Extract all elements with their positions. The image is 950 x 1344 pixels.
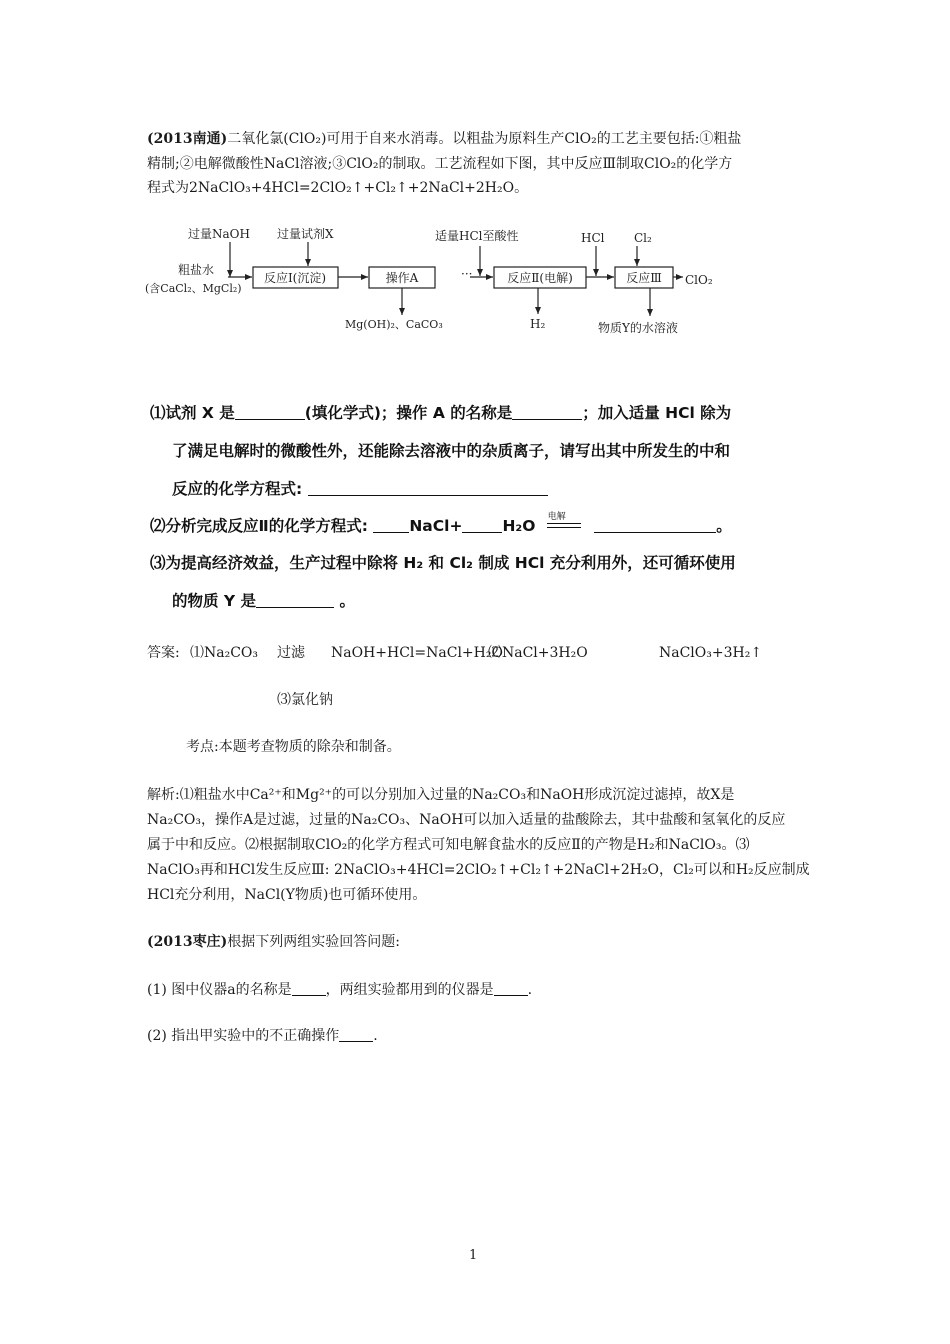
blank-neutralization-equation [308,480,548,496]
label-dots: ··· [461,267,473,281]
box-operation-a-label: 操作A [385,271,419,285]
answer-5: NaClO₃+3H₂↑ [659,645,763,661]
kaodian: 考点:本题考查物质的除杂和制备。 [186,739,401,755]
answer-label: 答案: [147,645,180,661]
label-precipitate: Mg(OH)₂、CaCO₃ [345,318,443,331]
question-1-line-1: ⑴试剂 X 是 (填化学式)；操作 A 的名称是 ；加入适量 HCl 除为 [150,404,732,422]
label-clo2: ClO₂ [685,273,713,287]
analysis-line-3: 属于中和反应。⑵根据制取ClO₂的化学方程式可知电解食盐水的反应Ⅱ的产物是H₂和NaClO₃。⑶ [147,837,750,853]
label-cl2: Cl₂ [634,231,652,245]
answer-4: ⑵NaCl+3H₂O [488,645,588,661]
answer-6: ⑶氯化钠 [277,692,333,708]
analysis-line-5: HCl充分利用，NaCl(Y物质)也可循环使用。 [147,887,427,903]
box-reaction-2-label: 反应Ⅱ(电解) [507,271,573,285]
blank-h2o-coefficient [462,517,502,533]
intro-line-2: 精制;②电解微酸性NaCl溶液;③ClO₂的制取。工艺流程如下图，其中反应Ⅲ制取ClO₂的化学方 [147,156,733,172]
answer-3: NaOH+HCl=NaCl+H₂O [331,645,503,661]
label-hcl: HCl [581,231,605,245]
analysis-line-2: Na₂CO₃，操作A是过滤，过量的Na₂CO₃、NaOH可以加入适量的盐酸除去，其中盐酸和氢氧化的反应 [147,812,786,828]
blank-common-instrument [494,982,528,996]
page-number: 1 [469,1248,478,1263]
question-1-line-2: 了满足电解时的微酸性外，还能除去溶液中的杂质离子，请写出其中所发生的中和 [172,442,731,460]
source-tag: (2013南通) [147,131,228,147]
label-hcl-acid: 适量HCl至酸性 [435,229,519,243]
blank-operation-a [512,404,582,420]
analysis-line-1: 解析:⑴粗盐水中Ca²⁺和Mg²⁺的可以分别加入过量的Na₂CO₃和NaOH形成沉淀过滤掉，故X是 [147,787,735,803]
electrolysis-sign: 电解 [547,518,585,532]
question-3-line-2: 的物质 Y 是 。 [172,592,355,610]
blank-reagent-x [235,404,305,420]
zaozhuang-item-2: (2) 指出甲实验中的不正确操作 . [147,1028,378,1044]
blank-substance-y [256,592,334,608]
question-1-line-3: 反应的化学方程式: [172,478,548,500]
label-substance-y: 物质Y的水溶液 [598,321,678,335]
label-naoh: 过量NaOH [188,227,250,241]
zaozhuang-item-1: (1) 图中仪器a的名称是 ，两组实验都用到的仪器是 . [147,982,533,998]
intro-line-1: (2013南通)二氧化氯(ClO₂)可用于自来水消毒。以粗盐为原料生产ClO₂的工艺主要包括:①粗盐 [147,131,742,147]
blank-nacl-coefficient [373,517,409,533]
label-brine: 粗盐水 [178,263,215,277]
answer-1: ⑴Na₂CO₃ [190,645,259,661]
analysis-line-4: NaClO₃再和HCl发生反应Ⅲ: 2NaClO₃+4HCl=2ClO₂↑+Cl₂↑+2NaCl+2H₂O，Cl₂可以和H₂反应制成 [147,862,810,878]
blank-instrument-a [292,982,326,996]
answer-2: 过滤 [277,645,305,661]
zaozhuang-title: (2013枣庄)根据下列两组实验回答问题: [147,934,400,950]
label-h2: H₂ [530,317,546,331]
label-reagent-x: 过量试剂X [277,227,334,241]
blank-products [594,517,716,533]
question-2: ⑵分析完成反应Ⅱ的化学方程式: NaCl+ H₂O 电解 。 [150,512,732,535]
intro-line-3: 程式为2NaClO₃+4HCl=2ClO₂↑+Cl₂↑+2NaCl+2H₂O。 [147,180,529,196]
blank-wrong-operation [339,1028,373,1042]
question-3-line-1: ⑶为提高经济效益，生产过程中除将 H₂ 和 Cl₂ 制成 HCl 充分利用外，还可循环使用 [150,554,736,572]
label-brine-content: (含CaCl₂、MgCl₂) [145,282,242,295]
box-reaction-3-label: 反应Ⅲ [626,271,662,285]
process-flow-diagram [140,222,730,347]
box-reaction-1-label: 反应Ⅰ(沉淀) [263,271,327,285]
